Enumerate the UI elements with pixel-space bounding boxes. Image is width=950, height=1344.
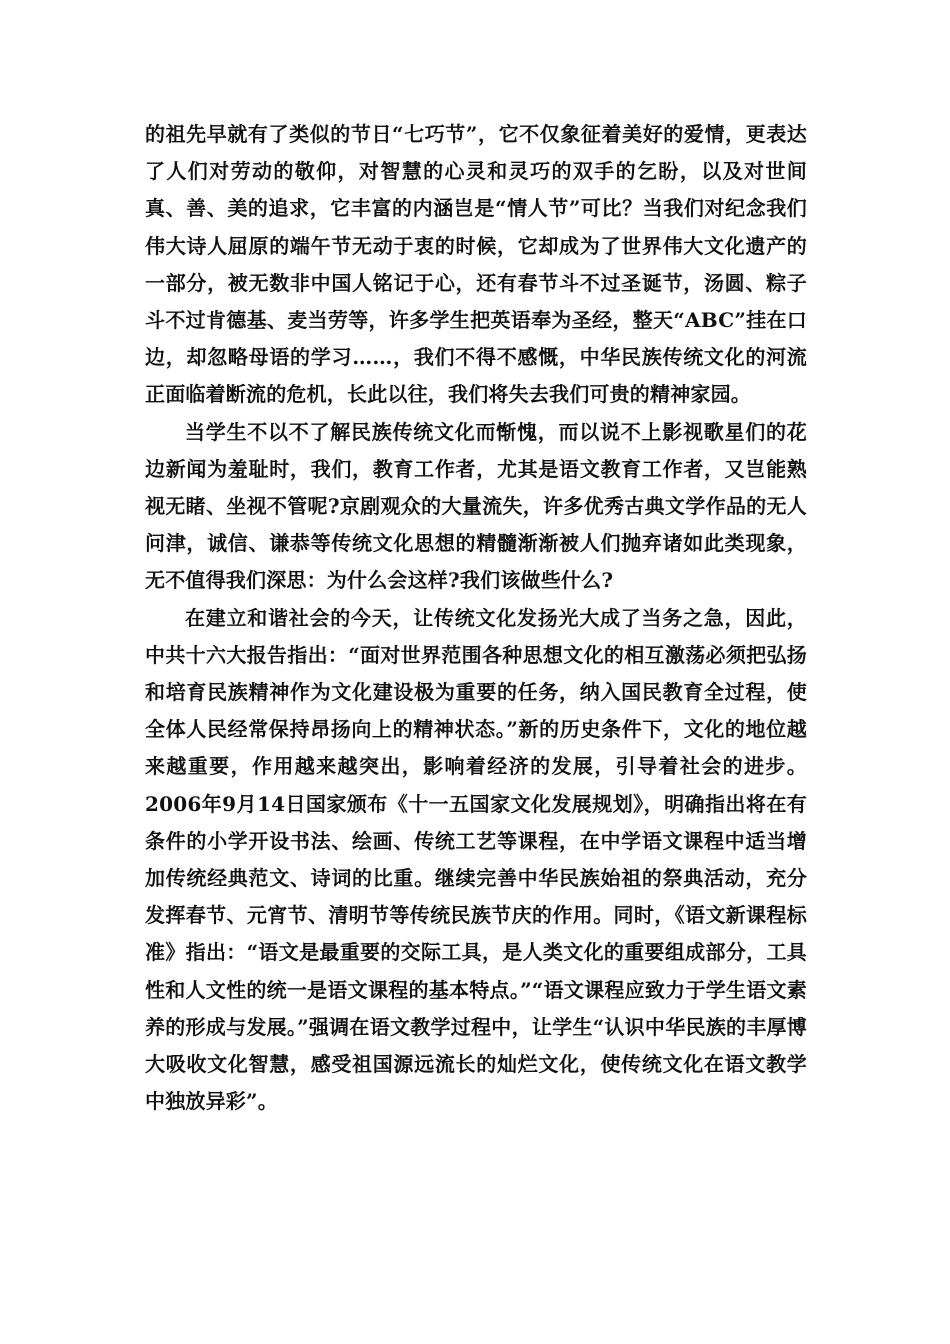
paragraph-2: 当学生不以不了解民族传统文化而惭愧，而以说不上影视歌星们的花边新闻为羞耻时，我们，教育工作者，尤其是语文教育工作者，又岂能熟视无睹、坐视不管呢?京剧观众的大量流失，许多优秀古典文学作品的无人问津，诚信、谦恭等传统文化思想的精髓渐渐被人们抛弃诸如此类现象，无不值得我们深思：为什么会这样?我们该做些什么? xyxy=(145,419,807,593)
paragraph-3: 在建立和谐社会的今天，让传统文化发扬光大成了当务之急，因此，中共十六大报告指出：“面对世界范围各种思想文化的相互激荡必须把弘扬和培育民族精神作为文化建设极为重要的任务，纳入国民教育全过程，使全体人民经常保持昂扬向上的精神状态。”新的历史条件下，文化的地位越来越重要，作用越来越突出，影响着经济的发展，引导着社会的进步。2006年9月14日国家颁布《十一五国家文化发展规划》，明确指出将在有条件的小学开设书法、绘画、传统工艺等课程，在中学语文课程中适当增加传统经典范文、诗词的比重。继续完善中华民族始祖的祭典活动，充分发挥春节、元宵节、清明节等传统民族节庆的作用。同时，《语文新课程标准》指出：“语文是最重要的交际工具，是人类文化的重要组成部分，工具性和人文性的统一是语文课程的基本特点。”“语文课程应致力于学生语文素养的形成与发展。”强调在语文教学过程中，让学生“认识中华民族的丰厚博大吸收文化智慧，感受祖国源远流长的灿烂文化，使传统文化在语文教学中独放异彩”。 xyxy=(145,605,807,1114)
document-body xyxy=(145,116,807,1120)
paragraph-1: 的祖先早就有了类似的节日“七巧节”，它不仅象征着美好的爱情，更表达了人们对劳动的敬仰，对智慧的心灵和灵巧的双手的乞盼，以及对世间真、善、美的追求，它丰富的内涵岂是“情人节”可比？当我们对纪念我们伟大诗人屈原的端午节无动于衷的时候，它却成为了世界伟大文化遗产的一部分，被无数非中国人铭记于心，还有春节斗不过圣诞节，汤圆、粽子斗不过肯德基、麦当劳等，许多学生把英语奉为圣经，整天“ABC”挂在口边，却忽略母语的学习……，我们不得不感慨，中华民族传统文化的河流正面临着断流的危机，长此以往，我们将失去我们可贵的精神家园。 xyxy=(145,122,807,407)
